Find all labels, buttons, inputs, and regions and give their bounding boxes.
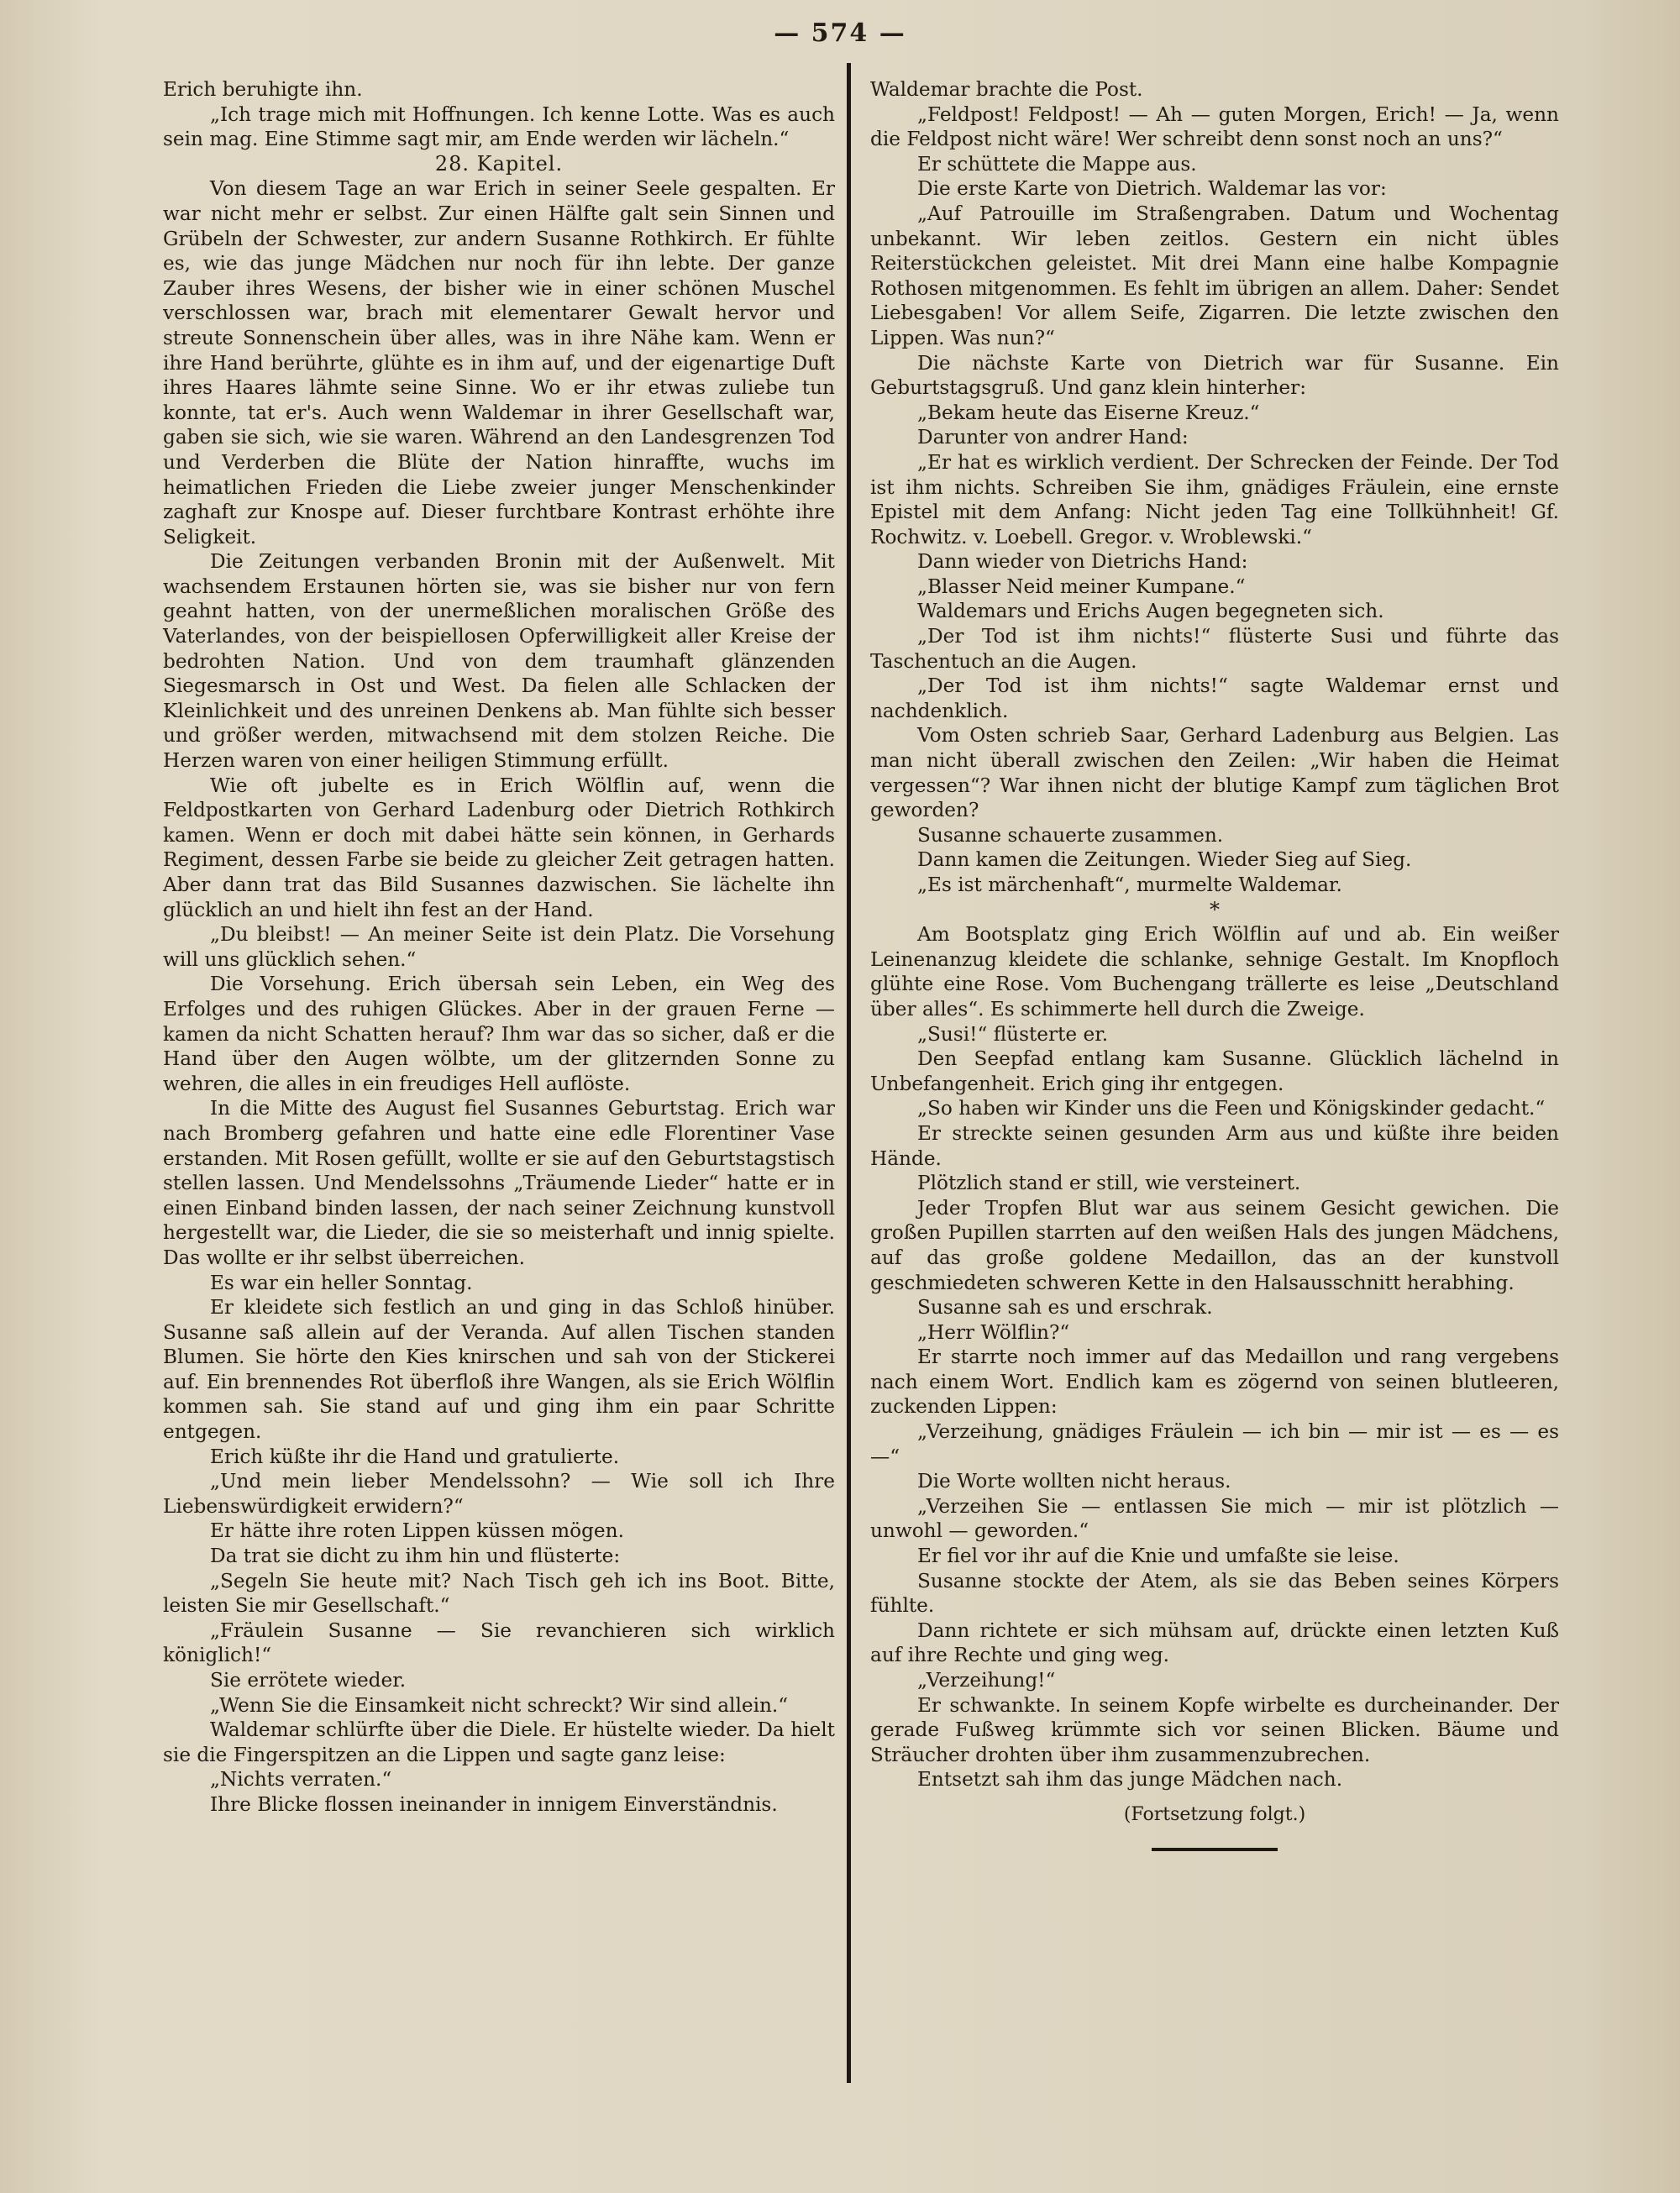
paragraph: Dann wieder von Dietrichs Hand:	[917, 550, 1248, 574]
paragraph: „Fräulein Susanne — Sie revanchieren sich wirklich königlich!“	[163, 1619, 835, 1667]
paragraph: Susanne stockte der Atem, als sie das Beben seines Körpers fühlte.	[870, 1569, 1559, 1618]
paragraph: „Verzeihen Sie — entlassen Sie mich — mir ist plötzlich — unwohl — geworden.“	[870, 1494, 1559, 1543]
chapter-heading: 28. Kapitel.	[434, 151, 564, 176]
paragraph: Dann kamen die Zeitungen. Wieder Sieg auf Sieg.	[917, 848, 1412, 872]
paragraph: In die Mitte des August fiel Susannes Geburtstag. Erich war nach Bromberg gefahren und hatte eine edle Florentiner Vase erstanden. Mit Rosen gefüllt, wollte er sie auf den Geburtstagstisch stellen lassen. Und Mendelssohns „Träumende Lieder“ hatte er in einen Einband binden lassen, der nach seiner Zeichnung kunstvoll hergestellt war, die Lieder, die sie so meisterhaft und innig spielte. Das wollte er ihr selbst überreichen.	[163, 1097, 835, 1269]
paragraph: Susanne schauerte zusammen.	[917, 823, 1224, 847]
paragraph: Von diesem Tage an war Erich in seiner Seele gespalten. Er war nicht mehr er selbst. Zur einen Hälfte galt sein Sinnen und Grübeln der Schwester, zur andern Susanne Rothkirch. Er fühlte es, wie das junge Mädchen nur noch für ihn lebte. Der ganze Zauber ihres Wesens, der bisher wie in einer schönen Muschel verschlossen war, brach mit elementarer Gewalt hervor und streute Sonnenschein über alles, was in ihre Nähe kam. Wenn er ihre Hand berührte, glühte es in ihm auf, und der eigenartige Duft ihres Haares lähmte seine Sinne. Wo er ihr etwas zuliebe tun konnte, tat er's. Auch wenn Waldemar in ihrer Gesellschaft war, gaben sie sich, wie sie waren. Während an den Landesgrenzen Tod und Verderben die Blüte der Nation hinraffte, wuchs im heimatlichen Frieden die Liebe zweier junger Menschenkinder zaghaft zur Knospe auf. Dieser furchtbare Kontrast erhöhte ihre Seligkeit.	[163, 177, 835, 548]
paragraph: „Ich trage mich mit Hoffnungen. Ich kenne Lotte. Was es auch sein mag. Eine Stimme sagt mir, am Ende werden wir lächeln.“	[163, 102, 835, 151]
paragraph: Er starrte noch immer auf das Medaillon und rang vergebens nach einem Wort. Endlich kam es zögernd von seinen blutleeren, zuckenden Lippen:	[870, 1346, 1559, 1419]
paragraph: „Auf Patrouille im Straßengraben. Datum und Wochentag unbekannt. Wir leben zeitlos. Gestern ein nicht übles Reiterstückchen geleistet. Mit drei Mann eine halbe Kompagnie Rothosen mitgenommen. Es fehlt im übrigen an allem. Daher: Sendet Liebesgaben! Vor allem Seife, Zigarren. Die letzte zwischen den Lippen. Was nun?“	[870, 202, 1559, 349]
paragraph: Waldemars und Erichs Augen begegneten sich.	[917, 600, 1384, 623]
paragraph: „Verzeihung, gnädiges Fräulein — ich bin — mir ist — es — es —“	[870, 1420, 1559, 1468]
paragraph: Vom Osten schrieb Saar, Gerhard Ladenburg aus Belgien. Las man nicht überall zwischen den Zeilen: „Wir haben die Heimat vergessen“? War ihnen nicht der blutige Kampf zum täglichen Brot geworden?	[870, 724, 1559, 822]
paragraph: Er kleidete sich festlich an und ging in das Schloß hinüber. Susanne saß allein auf der Veranda. Auf allen Tischen standen Blumen. Sie hörte den Kies knirschen und sah von der Stickerei auf. Ein brennendes Rot überfloß ihre Wangen, als sie Erich Wölflin kommen sah. Sie stand auf und ging ihm ein paar Schritte entgegen.	[163, 1296, 835, 1444]
paragraph: „Er hat es wirklich verdient. Der Schrecken der Feinde. Der Tod ist ihm nichts. Schreiben Sie ihm, gnädiges Fräulein, eine ernste Epistel mit dem Anfang: Nicht jeden Tag eine Tollkühnheit! Gf. Rochwitz. v. Loebell. Gregor. v. Wroblewski.“	[870, 450, 1559, 548]
paragraph: Waldemar brachte die Post.	[870, 78, 1143, 101]
paragraph: „Verzeihung!“	[917, 1669, 1056, 1692]
left-column	[163, 77, 835, 1818]
paragraph: Erich beruhigte ihn.	[163, 78, 363, 101]
paragraph: „Und mein lieber Mendelssohn? — Wie soll ich Ihre Liebenswürdigkeit erwidern?“	[163, 1470, 835, 1518]
page-number: — 574 —	[774, 18, 906, 48]
paragraph: Dann richtete er sich mühsam auf, drückte einen letzten Kuß auf ihre Rechte und ging weg.	[870, 1619, 1559, 1667]
paragraph: Erich küßte ihr die Hand und gratulierte.	[210, 1445, 620, 1468]
paragraph: Die erste Karte von Dietrich. Waldemar las vor:	[917, 177, 1387, 201]
paragraph: Plötzlich stand er still, wie versteinert.	[917, 1172, 1301, 1195]
paragraph: „Susi!“ flüsterte er.	[917, 1022, 1109, 1046]
paragraph: Es war ein heller Sonntag.	[210, 1271, 473, 1294]
paragraph: Sie errötete wieder.	[210, 1669, 407, 1692]
paragraph: Die Zeitungen verbanden Bronin mit der Außenwelt. Mit wachsendem Erstaunen hörten sie, was sie bisher nur von fern geahnt hatten, von der unermeßlichen moralischen Größe des Vaterlandes, von der beispiellosen Opferwilligkeit aller Kreise der bedrohten Nation. Und von dem traumhaft glänzenden Siegesmarsch in Ost und West. Da fielen alle Schlacken der Kleinlichkeit und des unreinen Denkens ab. Man fühlte sich besser und größer werden, mitwachsend mit dem stolzen Reiche. Die Herzen waren von einer heiligen Stimmung erfüllt.	[163, 550, 835, 773]
paragraph: „Wenn Sie die Einsamkeit nicht schreckt? Wir sind allein.“	[210, 1693, 789, 1717]
paragraph: Am Bootsplatz ging Erich Wölflin auf und ab. Ein weißer Leinenanzug kleidete die schlanke, sehnige Gestalt. Im Knopfloch glühte eine Rose. Vom Buchengang trällerte es leise „Deutschland über alles“. Es schimmerte hell durch die Zweige.	[870, 923, 1559, 1020]
paragraph: Die nächste Karte von Dietrich war für Susanne. Ein Geburtstagsgruß. Und ganz klein hinterher:	[870, 351, 1559, 400]
paragraph: „Bekam heute das Eiserne Kreuz.“	[917, 401, 1260, 424]
section-break-asterisk: *	[1210, 897, 1220, 921]
paragraph: Jeder Tropfen Blut war aus seinem Gesicht gewichen. Die großen Pupillen starrten auf den weißen Hals des jungen Mädchens, auf das große goldene Medaillon, das an der kunstvoll geschmiedeten schweren Kette in den Halsausschnitt herabhing.	[870, 1196, 1559, 1294]
paragraph: Ihre Blicke flossen ineinander in innigem Einverständnis.	[210, 1792, 778, 1816]
paragraph: „So haben wir Kinder uns die Feen und Königskinder gedacht.“	[917, 1097, 1546, 1120]
paragraph: „Segeln Sie heute mit? Nach Tisch geh ich ins Boot. Bitte, leisten Sie mir Gesellschaft.“	[163, 1569, 835, 1618]
paragraph: Da trat sie dicht zu ihm hin und flüsterte:	[210, 1545, 621, 1568]
paragraph: Waldemar schlürfte über die Diele. Er hüstelte wieder. Da hielt sie die Fingerspitzen an die Lippen und sagte ganz leise:	[163, 1718, 835, 1766]
paragraph: „Herr Wölflin?“	[917, 1320, 1070, 1344]
paragraph: Er fiel vor ihr auf die Knie und umfaßte sie leise.	[917, 1545, 1399, 1568]
paragraph: Er streckte seinen gesunden Arm aus und küßte ihre beiden Hände.	[870, 1121, 1559, 1170]
paragraph: Wie oft jubelte es in Erich Wölflin auf, wenn die Feldpostkarten von Gerhard Ladenburg oder Dietrich Rothkirch kamen. Wenn er doch mit dabei hätte sein können, in Gerhards Regiment, dessen Farbe sie beide zu gleicher Zeit getragen hatten. Aber dann trat das Bild Susannes dazwischen. Sie lächelte ihn glücklich an und hielt ihn fest an der Hand.	[163, 774, 835, 921]
continuation-note: (Fortsetzung folgt.)	[1123, 1803, 1306, 1825]
paragraph: „Der Tod ist ihm nichts!“ sagte Waldemar ernst und nachdenklich.	[870, 674, 1559, 722]
paragraph: Er hätte ihre roten Lippen küssen mögen.	[210, 1519, 624, 1543]
paragraph: Entsetzt sah ihm das junge Mädchen nach.	[917, 1768, 1343, 1792]
paragraph: „Du bleibst! — An meiner Seite ist dein Platz. Die Vorsehung will uns glücklich sehen.“	[163, 923, 835, 971]
paragraph: „Der Tod ist ihm nichts!“ flüsterte Susi und führte das Taschentuch an die Augen.	[870, 625, 1559, 673]
paragraph: „Feldpost! Feldpost! — Ah — guten Morgen, Erich! — Ja, wenn die Feldpost nicht wäre! Wer schreibt denn sonst noch an uns?“	[870, 102, 1559, 151]
paragraph: Die Vorsehung. Erich übersah sein Leben, ein Weg des Erfolges und des ruhigen Glückes. Aber in der grauen Ferne — kamen da nicht Schatten herauf? Ihm war das so sicher, daß er die Hand über den Augen wölbte, um der glitzernden Sonne zu wehren, die alles in ein freudiges Hell auflöste.	[163, 973, 835, 1095]
paragraph: „Nichts verraten.“	[210, 1768, 392, 1792]
column-divider	[847, 63, 851, 2083]
paragraph: Darunter von andrer Hand:	[917, 426, 1189, 449]
right-column	[870, 77, 1559, 1851]
paragraph: Die Worte wollten nicht heraus.	[917, 1470, 1231, 1493]
paragraph: Den Seepfad entlang kam Susanne. Glücklich lächelnd in Unbefangenheit. Erich ging ihr entgegen.	[870, 1047, 1559, 1095]
end-rule	[1152, 1848, 1278, 1851]
paragraph: Er schüttete die Mappe aus.	[917, 152, 1197, 176]
paragraph: Er schwankte. In seinem Kopfe wirbelte es durcheinander. Der gerade Fußweg krümmte sich vor seinen Blicken. Bäume und Sträucher drohten über ihm zusammenzubrechen.	[870, 1693, 1559, 1766]
paragraph: „Blasser Neid meiner Kumpane.“	[917, 574, 1246, 598]
paragraph: „Es ist märchenhaft“, murmelte Waldemar.	[917, 874, 1342, 896]
paragraph: Susanne sah es und erschrak.	[917, 1296, 1213, 1319]
